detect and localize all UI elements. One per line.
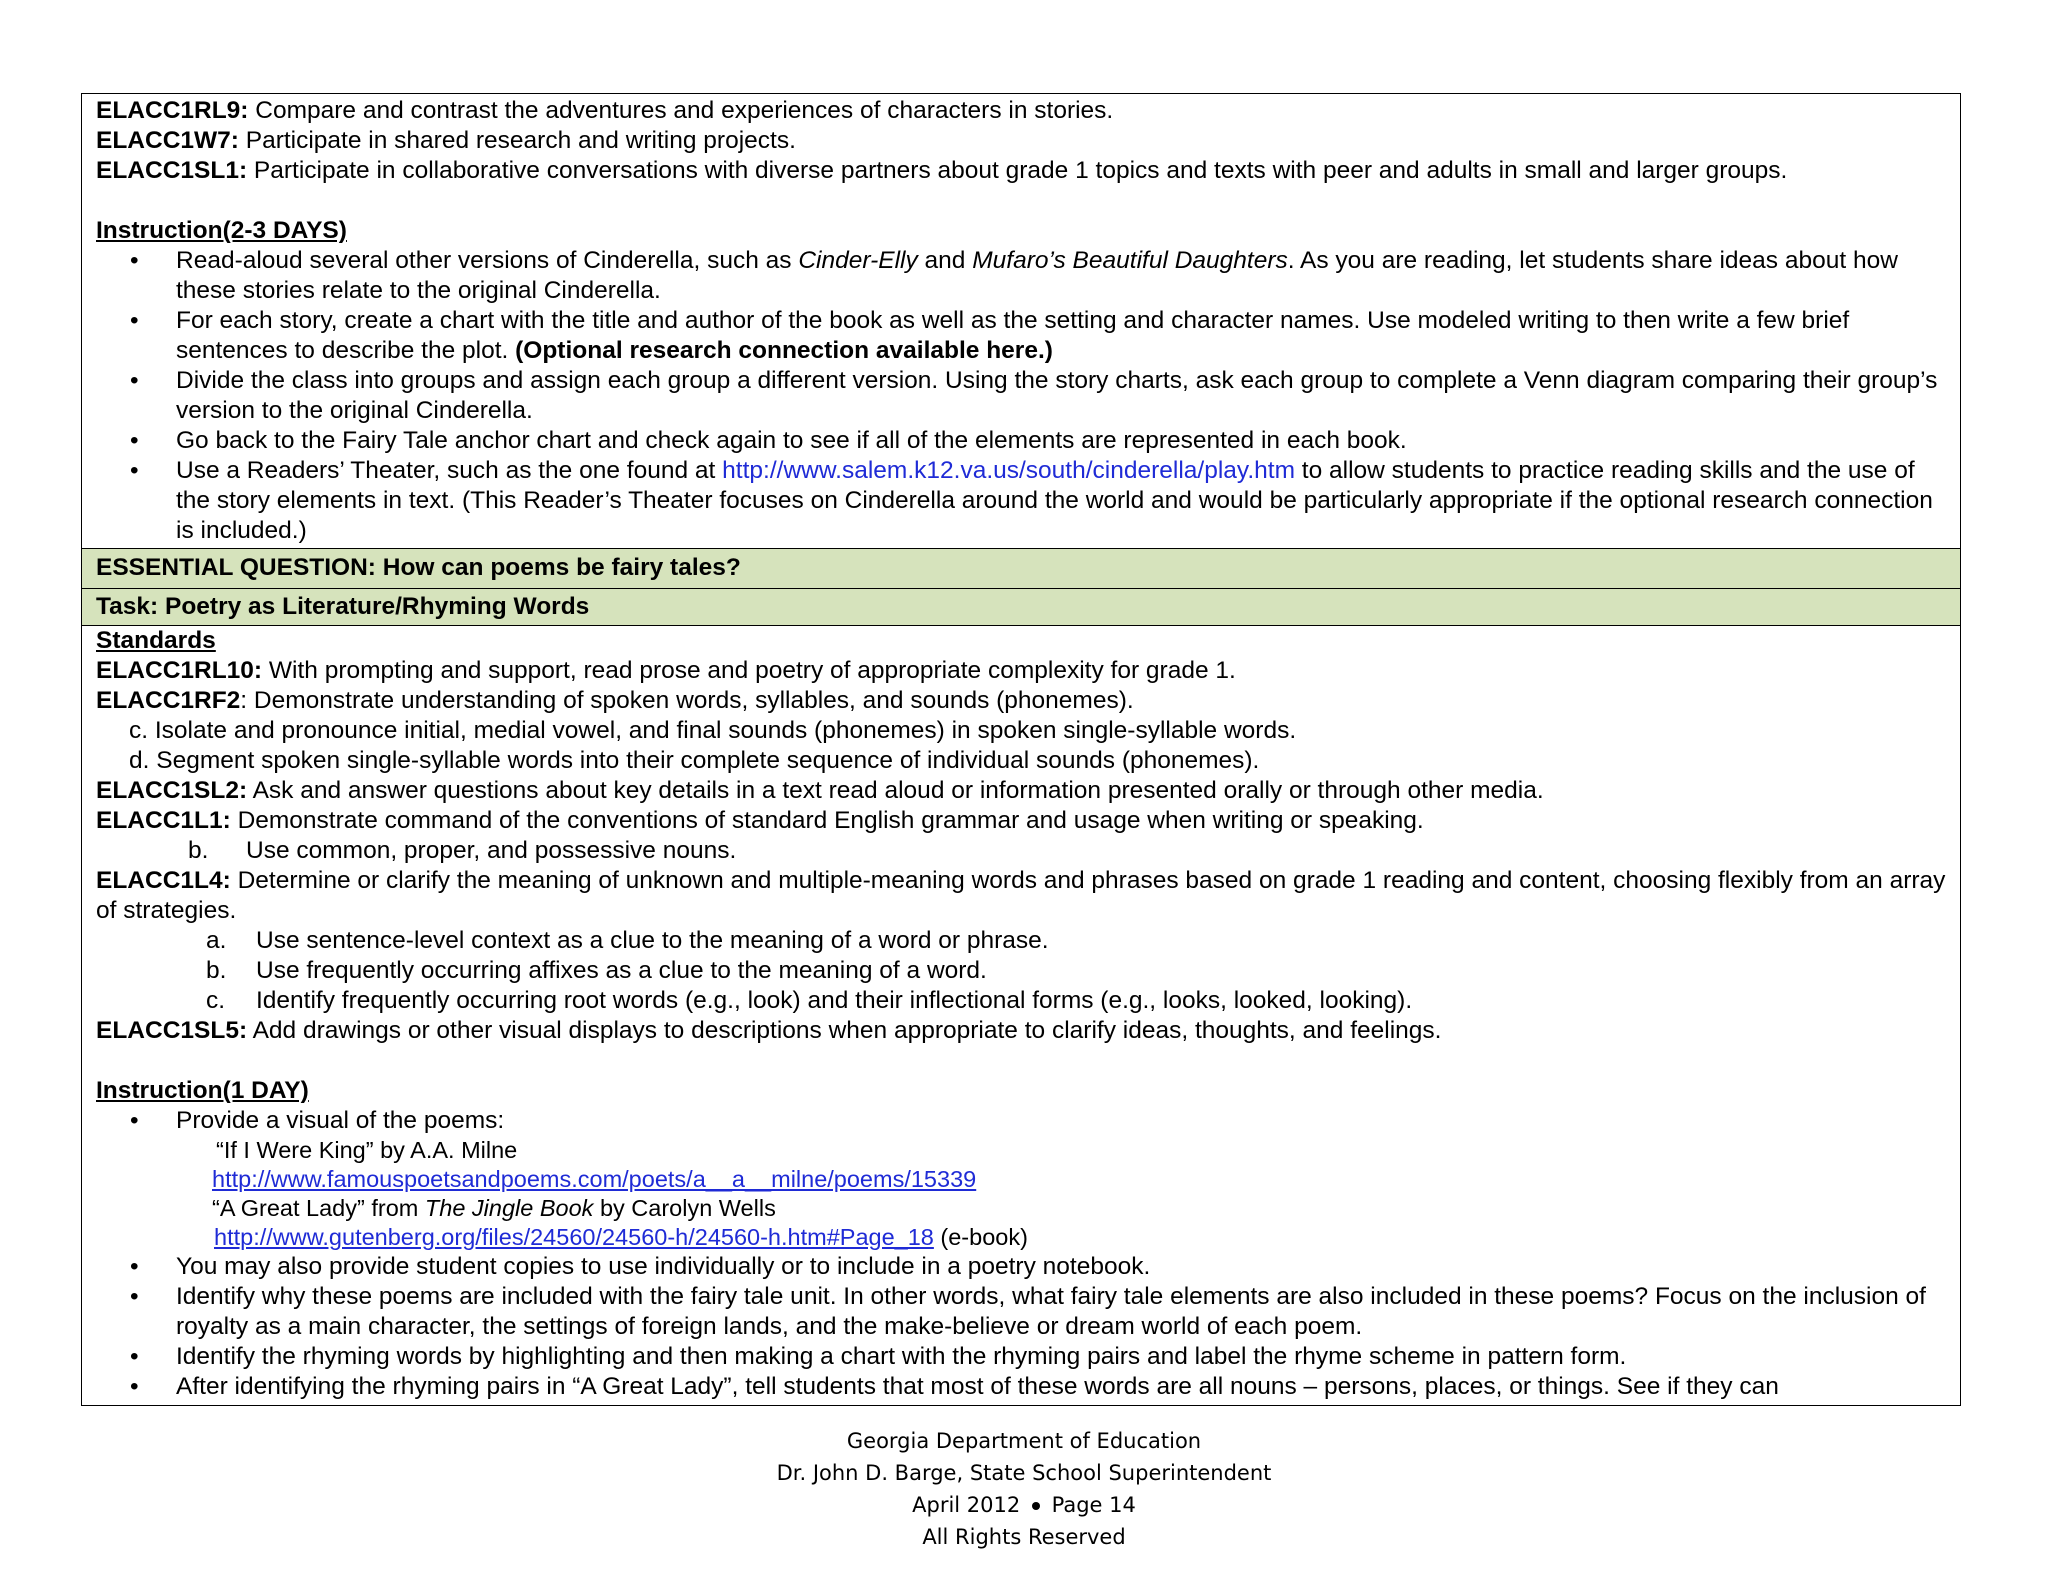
list-item: • You may also provide student copies to use individually or to include in a poetry notebook. bbox=[176, 1252, 1946, 1282]
poem-2-link[interactable]: http://www.gutenberg.org/files/24560/24560-h/24560-h.htm#Page_18 bbox=[214, 1224, 934, 1250]
list-item: • Go back to the Fairy Tale anchor chart and check again to see if all of the elements are represented in each book. bbox=[176, 426, 1946, 456]
poem-2-title: “A Great Lady” from The Jingle Book by Carolyn Wells bbox=[212, 1195, 776, 1221]
page-footer bbox=[0, 1425, 2048, 1553]
instruction-heading: Instruction(2-3 DAYS) bbox=[96, 217, 347, 244]
footer-superintendent: Dr. John D. Barge, State School Superintendent bbox=[776, 1461, 1272, 1485]
readers-theater-link[interactable]: http://www.salem.k12.va.us/south/cinderella/play.htm bbox=[722, 457, 1295, 484]
standard-rf2c: c. Isolate and pronounce initial, medial vowel, and final sounds (phonemes) in spoken single-syllable words. bbox=[129, 717, 1297, 744]
list-item: • Identify why these poems are included with the fairy tale unit. In other words, what fairy tale elements are also included in these poems? Focus on the inclusion of royalty as a main character, the settings of foreign lands, and the make-believe or dream world of each poem. bbox=[176, 1282, 1946, 1342]
poem-1-title: “If I Were King” by A.A. Milne bbox=[216, 1137, 518, 1163]
bottom-section bbox=[82, 625, 1960, 1405]
list-item: • For each story, create a chart with the title and author of the book as well as the setting and character names. Use modeled writing to then write a few brief sentences to describe the plot. (Optional research connection available here.) bbox=[176, 306, 1946, 366]
standard-sl1: ELACC1SL1: Participate in collaborative conversations with diverse partners about grade 1 topics and texts with peer and adults in small and larger groups. bbox=[96, 157, 1788, 184]
bullet-separator-icon bbox=[1032, 1502, 1040, 1510]
poem-1-link[interactable]: http://www.famouspoetsandpoems.com/poets/a__a__milne/poems/15339 bbox=[212, 1166, 977, 1192]
instruction-heading-2: Instruction(1 DAY) bbox=[96, 1077, 309, 1104]
instruction-list-2 bbox=[96, 1106, 1946, 1402]
standard-sl2: ELACC1SL2: Ask and answer questions about key details in a text read aloud or information presented orally or through other media. bbox=[96, 777, 1544, 804]
standard-rl10: ELACC1RL10: With prompting and support, read prose and poetry of appropriate complexity for grade 1. bbox=[96, 657, 1236, 684]
footer-department: Georgia Department of Education bbox=[846, 1429, 1202, 1453]
standard-rl9: ELACC1RL9: Compare and contrast the adventures and experiences of characters in stories. bbox=[96, 97, 1114, 124]
list-item: • Divide the class into groups and assign each group a different version. Using the story charts, ask each group to complete a Venn diagram comparing their group’s version to the original Cinderella. bbox=[176, 366, 1946, 426]
task-title: Task: Poetry as Literature/Rhyming Words bbox=[82, 588, 1960, 625]
standard-rf2d: d. Segment spoken single-syllable words into their complete sequence of individual sounds (phonemes). bbox=[129, 747, 1260, 774]
list-item: • Read-aloud several other versions of Cinderella, such as Cinder-Elly and Mufaro’s Beautiful Daughters. As you are reading, let students share ideas about how these stories relate to the original Cinderella. bbox=[176, 246, 1946, 306]
standard-l4c: c. Identify frequently occurring root words (e.g., look) and their inflectional forms (e.g., looks, looked, looking). bbox=[206, 987, 1413, 1014]
content-table bbox=[81, 93, 1961, 1406]
standard-l4a: a. Use sentence-level context as a clue to the meaning of a word or phrase. bbox=[206, 927, 1049, 954]
standard-l1: ELACC1L1: Demonstrate command of the conventions of standard English grammar and usage when writing or speaking. bbox=[96, 807, 1424, 834]
standard-l4: ELACC1L4: Determine or clarify the meaning of unknown and multiple-meaning words and phrases based on grade 1 reading and content, choosing flexibly from an array of strategies. bbox=[96, 867, 1946, 924]
footer-date-page: April 2012 Page 14 bbox=[912, 1493, 1136, 1517]
list-item: • Use a Readers’ Theater, such as the one found at http://www.salem.k12.va.us/south/cinderella/play.htm to allow students to practice reading skills and the use of the story elements in text. (This Reader’s Theater focuses on Cinderella around the world and would be particularly appropriate if the optional research connection is included.) bbox=[176, 456, 1946, 546]
standards-heading: Standards bbox=[96, 627, 216, 654]
list-item: • After identifying the rhyming pairs in “A Great Lady”, tell students that most of these words are all nouns – persons, places, or things. See if they can bbox=[176, 1372, 1946, 1402]
footer-rights: All Rights Reserved bbox=[922, 1525, 1126, 1549]
list-item: • Provide a visual of the poems: “If I Were King” by A.A. Milne http://www.famouspoetsandpoems.com/poets/a__a__milne/poems/15339 “A Great Lady” from The Jingle Book by Carolyn Wells http://www.gutenberg.org/files/24560/24560-h/24560-h.htm#Page_18 (e-book) bbox=[176, 1106, 1946, 1252]
list-item: • Identify the rhyming words by highlighting and then making a chart with the rhyming pairs and label the rhyme scheme in pattern form. bbox=[176, 1342, 1946, 1372]
top-section bbox=[82, 94, 1960, 548]
standard-rf2: ELACC1RF2: Demonstrate understanding of spoken words, syllables, and sounds (phonemes). bbox=[96, 687, 1134, 714]
standard-w7: ELACC1W7: Participate in shared research and writing projects. bbox=[96, 127, 796, 154]
standard-l1b: b. Use common, proper, and possessive nouns. bbox=[188, 837, 737, 864]
standard-l4b: b. Use frequently occurring affixes as a clue to the meaning of a word. bbox=[206, 957, 987, 984]
essential-question: ESSENTIAL QUESTION: How can poems be fairy tales? bbox=[82, 548, 1960, 588]
standard-sl5: ELACC1SL5: Add drawings or other visual displays to descriptions when appropriate to clarify ideas, thoughts, and feelings. bbox=[96, 1017, 1442, 1044]
instruction-list bbox=[96, 246, 1946, 546]
